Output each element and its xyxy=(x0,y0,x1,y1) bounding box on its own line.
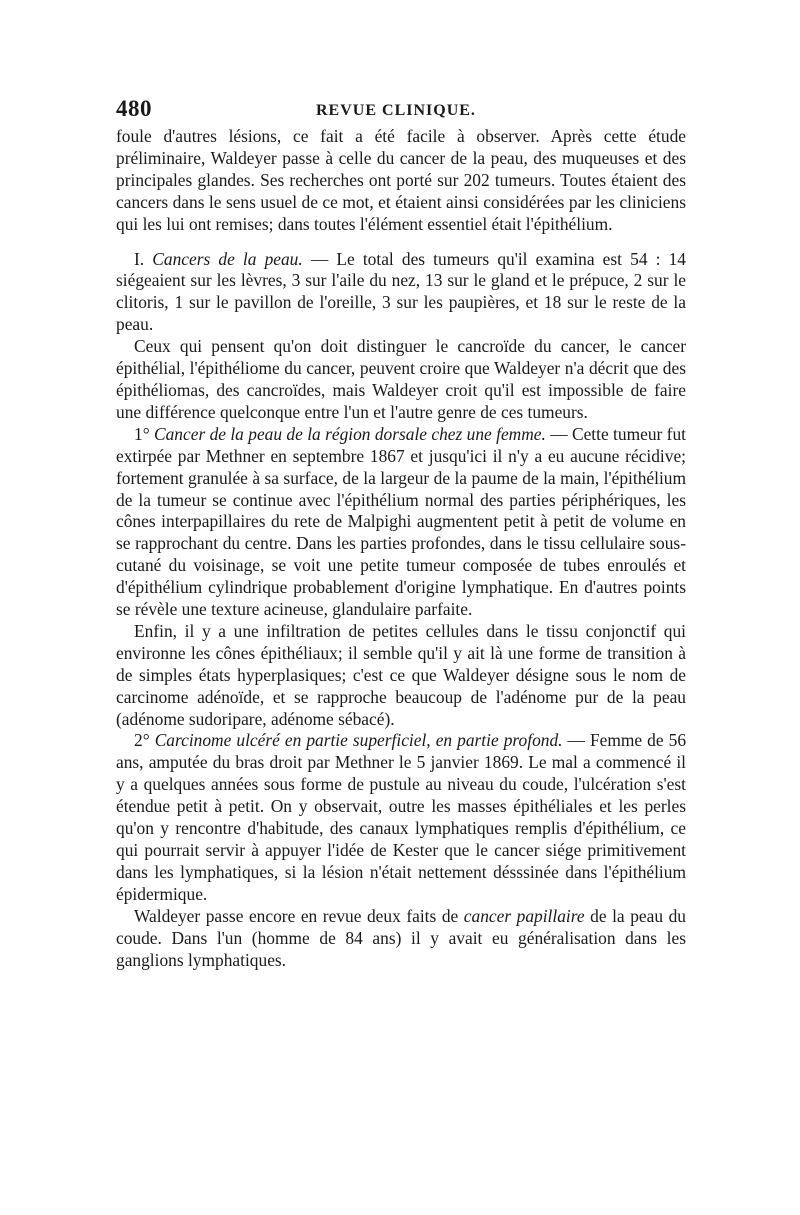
paragraph-case-1 xyxy=(116,424,686,621)
paragraph-text: de la peau du coude. Dans l'un (homme de 84 ans) il y avait eu généralisation dans les ganglions lymphatiques. xyxy=(116,905,686,970)
paragraph-papillary xyxy=(116,906,686,972)
italic-term: cancer papillaire xyxy=(463,905,585,926)
section-title: Cancers de la peau. xyxy=(152,248,303,269)
case-number: 2° xyxy=(134,730,155,751)
paragraph-text: Enfin, il y a une infiltration de petites cellules dans le tissu conjonctif qui environne les cônes épithéliaux; il semble qu'il y ait là une forme de transition à de simples états hyperplasiques; c'est ce que Waldeyer désigne sous le nom de carcinome adénoïde, et se rapproche beaucoup de l'adénome pur de la peau (adénome sudoripare, adénome sébacé). xyxy=(116,620,686,729)
paragraph-case-2 xyxy=(116,730,686,905)
paragraph-text: Ceux qui pensent qu'on doit distinguer le cancroïde du cancer, le cancer épithélial, l'épithéliome du cancer, peuvent croire que Waldeyer n'a décrit que des épithéliomas, des cancroïdes, mais Waldeyer croit qu'il est impossible de faire une différence quelconque entre l'un et l'autre genre de ces tumeurs. xyxy=(116,336,686,422)
body-text xyxy=(116,126,686,971)
case-title: Cancer de la peau de la région dorsale chez une femme. xyxy=(154,423,546,444)
paragraph-skin-cancers xyxy=(116,249,686,337)
page-header xyxy=(116,96,686,126)
paragraph-cancroide xyxy=(116,336,686,424)
case-title: Carcinome ulcéré en partie superficiel, en partie profond. xyxy=(154,730,563,751)
paragraph-text: — Cette tumeur fut extirpée par Methner en septembre 1867 et jusqu'ici il n'y a eu aucune récidive; fortement granulée à sa surface, de la largeur de la paume de la main, l'épithélium de la tumeur se continue avec l'épithélium normal des parties périphériques, les cônes interpapillaires du rete de Malpighi augmentent petit à petit de volume en se rapprochant du centre. Dans les parties profondes, dans le tissu cellulaire sous-cutané du voisinage, se voit une petite tumeur composée de tubes enroulés et d'épithélium cylindrique probablement d'origine lymphatique. En d'autres points se révèle une texture acineuse, glandulaire parfaite. xyxy=(116,423,687,620)
paragraph-text: Waldeyer passe encore en revue deux faits de xyxy=(134,905,464,926)
page-number: 480 xyxy=(116,96,152,121)
section-number: I. xyxy=(134,248,153,269)
case-number: 1° xyxy=(134,423,155,444)
running-title: REVUE CLINIQUE. xyxy=(316,102,476,119)
paragraph-continuation xyxy=(116,126,686,236)
paragraph-text: foule d'autres lésions, ce fait a été facile à observer. Après cette étude préliminaire, Waldeyer passe à celle du cancer de la peau, des muqueuses et des principales glandes. Ses recherches ont porté sur 202 tumeurs. Toutes étaient des cancers dans le sens usuel de ce mot, et étaient ainsi considérées par les cliniciens qui les lui ont remises; dans toutes l'élément essentiel était l'épithélium. xyxy=(116,126,686,234)
paragraph-infiltration xyxy=(116,621,686,731)
paragraph-text: — Femme de 56 ans, amputée du bras droit par Methner le 5 janvier 1869. Le mal a commencé il y a quelques années sous forme de pustule au niveau du coude, l'ulcération s'est étendue petit à petit. On y observait, outre les masses épithéliales et les perles qu'on y rencontre d'habitude, des canaux lymphatiques remplis d'épithélium, ce qui pourrait servir à appuyer l'idée de Kester que le cancer siége primitivement dans les lymphatiques, si la lésion n'était nettement désssinée dans l'épithélium épidermique. xyxy=(116,730,687,904)
paragraph-text: — Le total des tumeurs qu'il examina est 54 : 14 siégeaient sur les lèvres, 3 sur l'aile du nez, 13 sur le gland et le prépuce, 2 sur le clitoris, 1 sur le pavillon de l'oreille, 3 sur les paupières, et 18 sur le reste de la peau. xyxy=(116,248,686,335)
